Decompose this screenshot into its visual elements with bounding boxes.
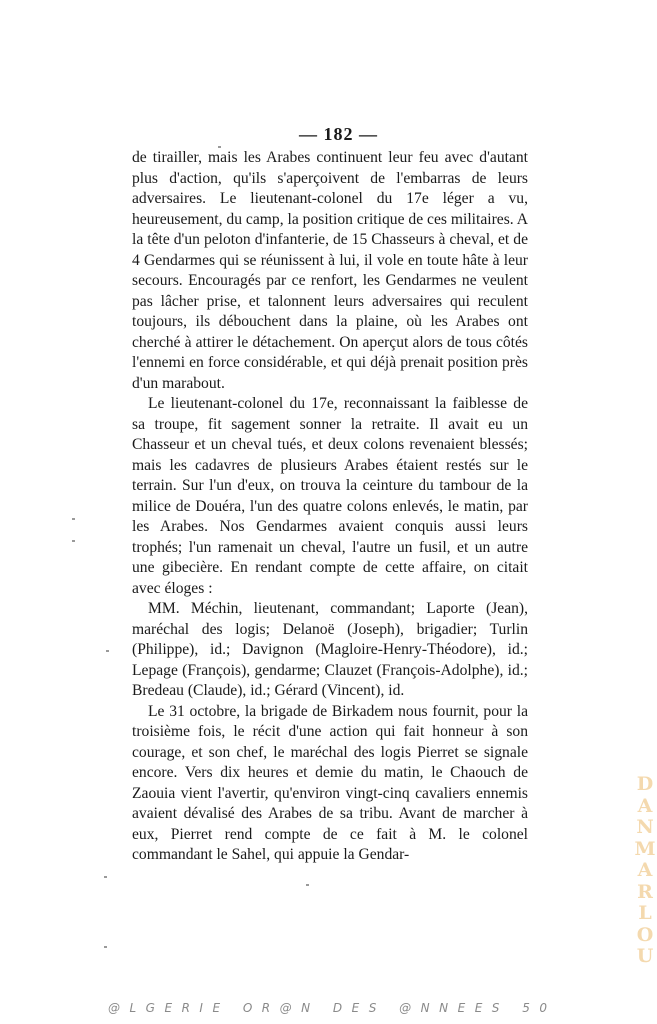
side-watermark-letter: R [637,880,653,903]
scan-speck [104,876,107,878]
side-watermark-letter: M [634,837,656,860]
paragraph-2: Le lieutenant-colonel du 17e, reconnaissant la faiblesse de sa troupe, fit sagement sonner la retraite. Il avait eu un Chasseur et un cheval tués, et deux colons revenaient blessés; mais les cadavres de plusieurs Arabes étaient restés sur le terrain. Sur l'un d'eux, on trouva la ceinture du tambour de la milice de Douéra, l'un des quatre colons enlevés, le matin, par les Arabes. Nos Gendarmes avaient conquis aussi leurs trophés; l'un ramenait un cheval, l'autre un fusil, et un autre une gibecière. En rendant compte de cette affaire, on citait avec éloges : [132,395,528,597]
page-number: — 182 — [299,124,378,144]
side-watermark-letter: N [636,816,654,838]
paragraph-4: Le 31 octobre, la brigade de Birkadem nous fournit, pour la troisième fois, le récit d'une action qui fait honneur à son courage, et son chef, le maréchal des logis Pierret se signale encore. Vers dix heures et demie du matin, le Chaouch de Zaouia vient l'avertir, qu'environ vingt-cinq cavaliers ennemis avaient dévalisé des Arabes de sa tribu. Avant de marcher à eux, Pierret rend compte de ce fait à M. le colonel commandant le Sahel, qui appuie la Gendar- [132,702,528,863]
paragraph-1: de tirailler, mais les Arabes continuent leur feu avec d'autant plus d'action, qu'ils s'aperçoivent de l'embarras de leurs adversaires. Le lieutenant-colonel du 17e léger a vu, heureusement, du camp, la position critique de ces militaires. A la tête d'un peloton d'infanterie, de 15 Chasseurs à cheval, et de 4 Gendarmes qui se réunissent à lui, il vole en toute hâte à leur secours. Encouragés par ce renfort, les Gendarmes ne veulent pas lâcher prise, et talonnent leurs adversaires qui reculent toujours, ils débouchent dans la plaine, où les Arabes ont cherché à attirer le détachement. On aperçut alors de tous côtés l'ennemi en force considérable, et qui déjà prenait position près d'un marabout. [132,149,528,392]
scan-speck [72,518,75,520]
scan-speck [106,650,109,652]
body-text [132,148,528,866]
side-watermark-letter: A [637,794,653,817]
footer-watermark: @LGERIE OR@N DES @NNEES 50 [108,1001,557,1015]
side-watermark-letter: O [636,923,654,946]
side-watermark-letter: U [636,945,654,967]
scan-speck [72,540,75,542]
scan-speck [218,146,221,148]
paragraph-3: MM. Méchin, lieutenant, commandant; Laporte (Jean), maréchal des logis; Delanoë (Joseph), brigadier; Turlin (Philippe), id.; Davignon (Magloire-Henry-Théodore), id.; Lepage (François), gendarme; Clauzet (François-Adolphe), id.; Bredeau (Claude), id.; Gérard (Vincent), id. [132,600,528,699]
side-watermark-letter: A [637,859,653,881]
side-watermark [633,774,657,968]
scan-speck [104,946,107,948]
side-watermark-letter: L [638,902,652,924]
scan-speck [306,884,309,886]
side-watermark-letter: D [636,773,654,795]
